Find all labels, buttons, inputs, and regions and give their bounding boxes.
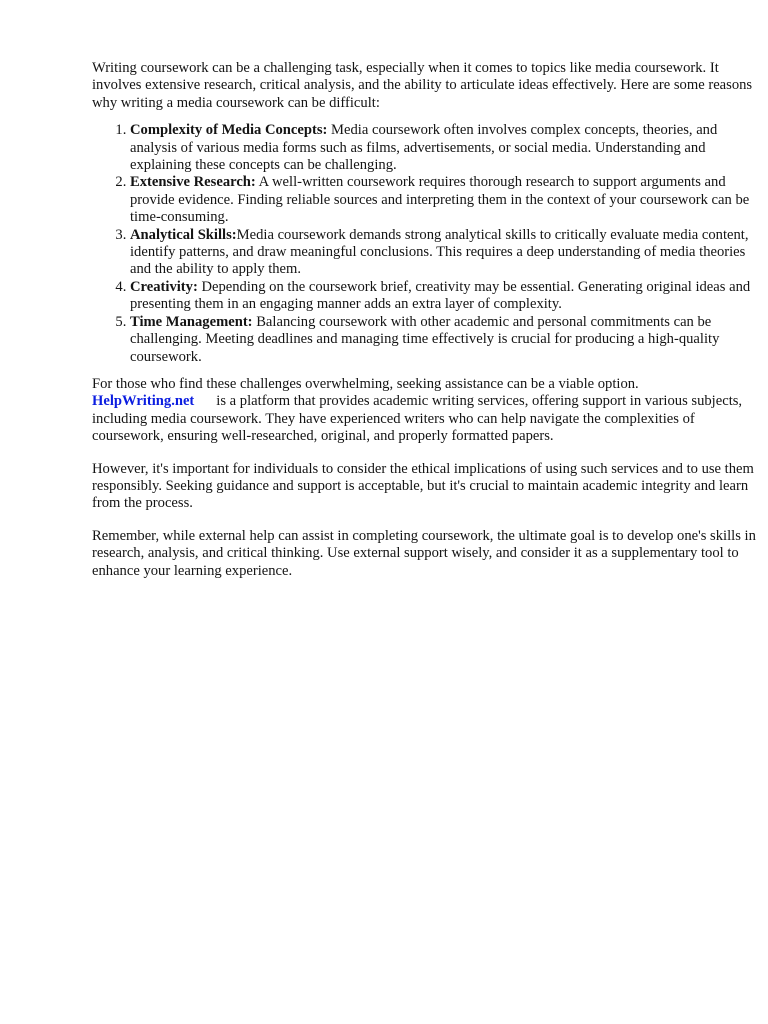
list-item	[130, 174, 756, 226]
reason-text: Media coursework often involves complex concepts, theories, and analysis of various media forms such as films, advertisements, or social media. Understanding and explaining these concepts can be challenging.	[130, 122, 718, 174]
reason-term: Creativity:	[130, 278, 198, 295]
assistance-rest: is a platform that provides academic writing services, offering support in various subjects, including media coursework. They have experienced writers who can help navigate the complexities of coursework, ensuring well-researched, original, and properly formatted papers.	[92, 393, 743, 445]
document-page	[92, 60, 756, 595]
helpwriting-link[interactable]: HelpWriting.net	[92, 393, 195, 410]
reason-text: Balancing coursework with other academic and personal commitments can be challenging. Meeting deadlines and managing time effectively is crucial for producing a high-quality coursework.	[130, 313, 720, 365]
ethics-paragraph: However, it's important for individuals to consider the ethical implications of using such services and to use them responsibly. Seeking guidance and support is acceptable, but it's crucial to maintain academic integrity and learn from the process.	[92, 460, 754, 512]
closing-paragraph: Remember, while external help can assist in completing coursework, the ultimate goal is to develop one's skills in research, analysis, and critical thinking. Use external support wisely, and consider it as a supplementary tool to enhance your learning experience.	[92, 527, 756, 579]
reason-term: Time Management:	[130, 313, 253, 330]
intro-paragraph: Writing coursework can be a challenging task, especially when it comes to topics like media coursework. It involves extensive research, critical analysis, and the ability to articulate ideas effectively. Here are some reasons why writing a media coursework can be difficult:	[92, 60, 753, 111]
reason-text: A well-written coursework requires thorough research to support arguments and provide evidence. Finding reliable sources and interpreting them in the context of your coursework can be time-consuming.	[130, 174, 750, 226]
reason-text: Media coursework demands strong analytical skills to critically evaluate media content, identify patterns, and draw meaningful conclusions. This requires a deep understanding of media theories and the ability to apply them.	[130, 226, 749, 278]
reason-text: Depending on the coursework brief, creativity may be essential. Generating original ideas and presenting them in an engaging manner adds an extra layer of complexity.	[130, 278, 751, 313]
list-item	[130, 227, 756, 279]
assistance-lead: For those who find these challenges overwhelming, seeking assistance can be a viable option.	[92, 375, 639, 392]
list-item	[130, 279, 756, 314]
reasons-list	[92, 122, 756, 366]
assistance-paragraph	[92, 376, 756, 446]
reason-term: Analytical Skills:	[130, 226, 237, 243]
list-item	[130, 314, 756, 366]
reason-term: Extensive Research:	[130, 174, 256, 191]
reason-term: Complexity of Media Concepts:	[130, 122, 328, 139]
list-item	[130, 122, 756, 174]
